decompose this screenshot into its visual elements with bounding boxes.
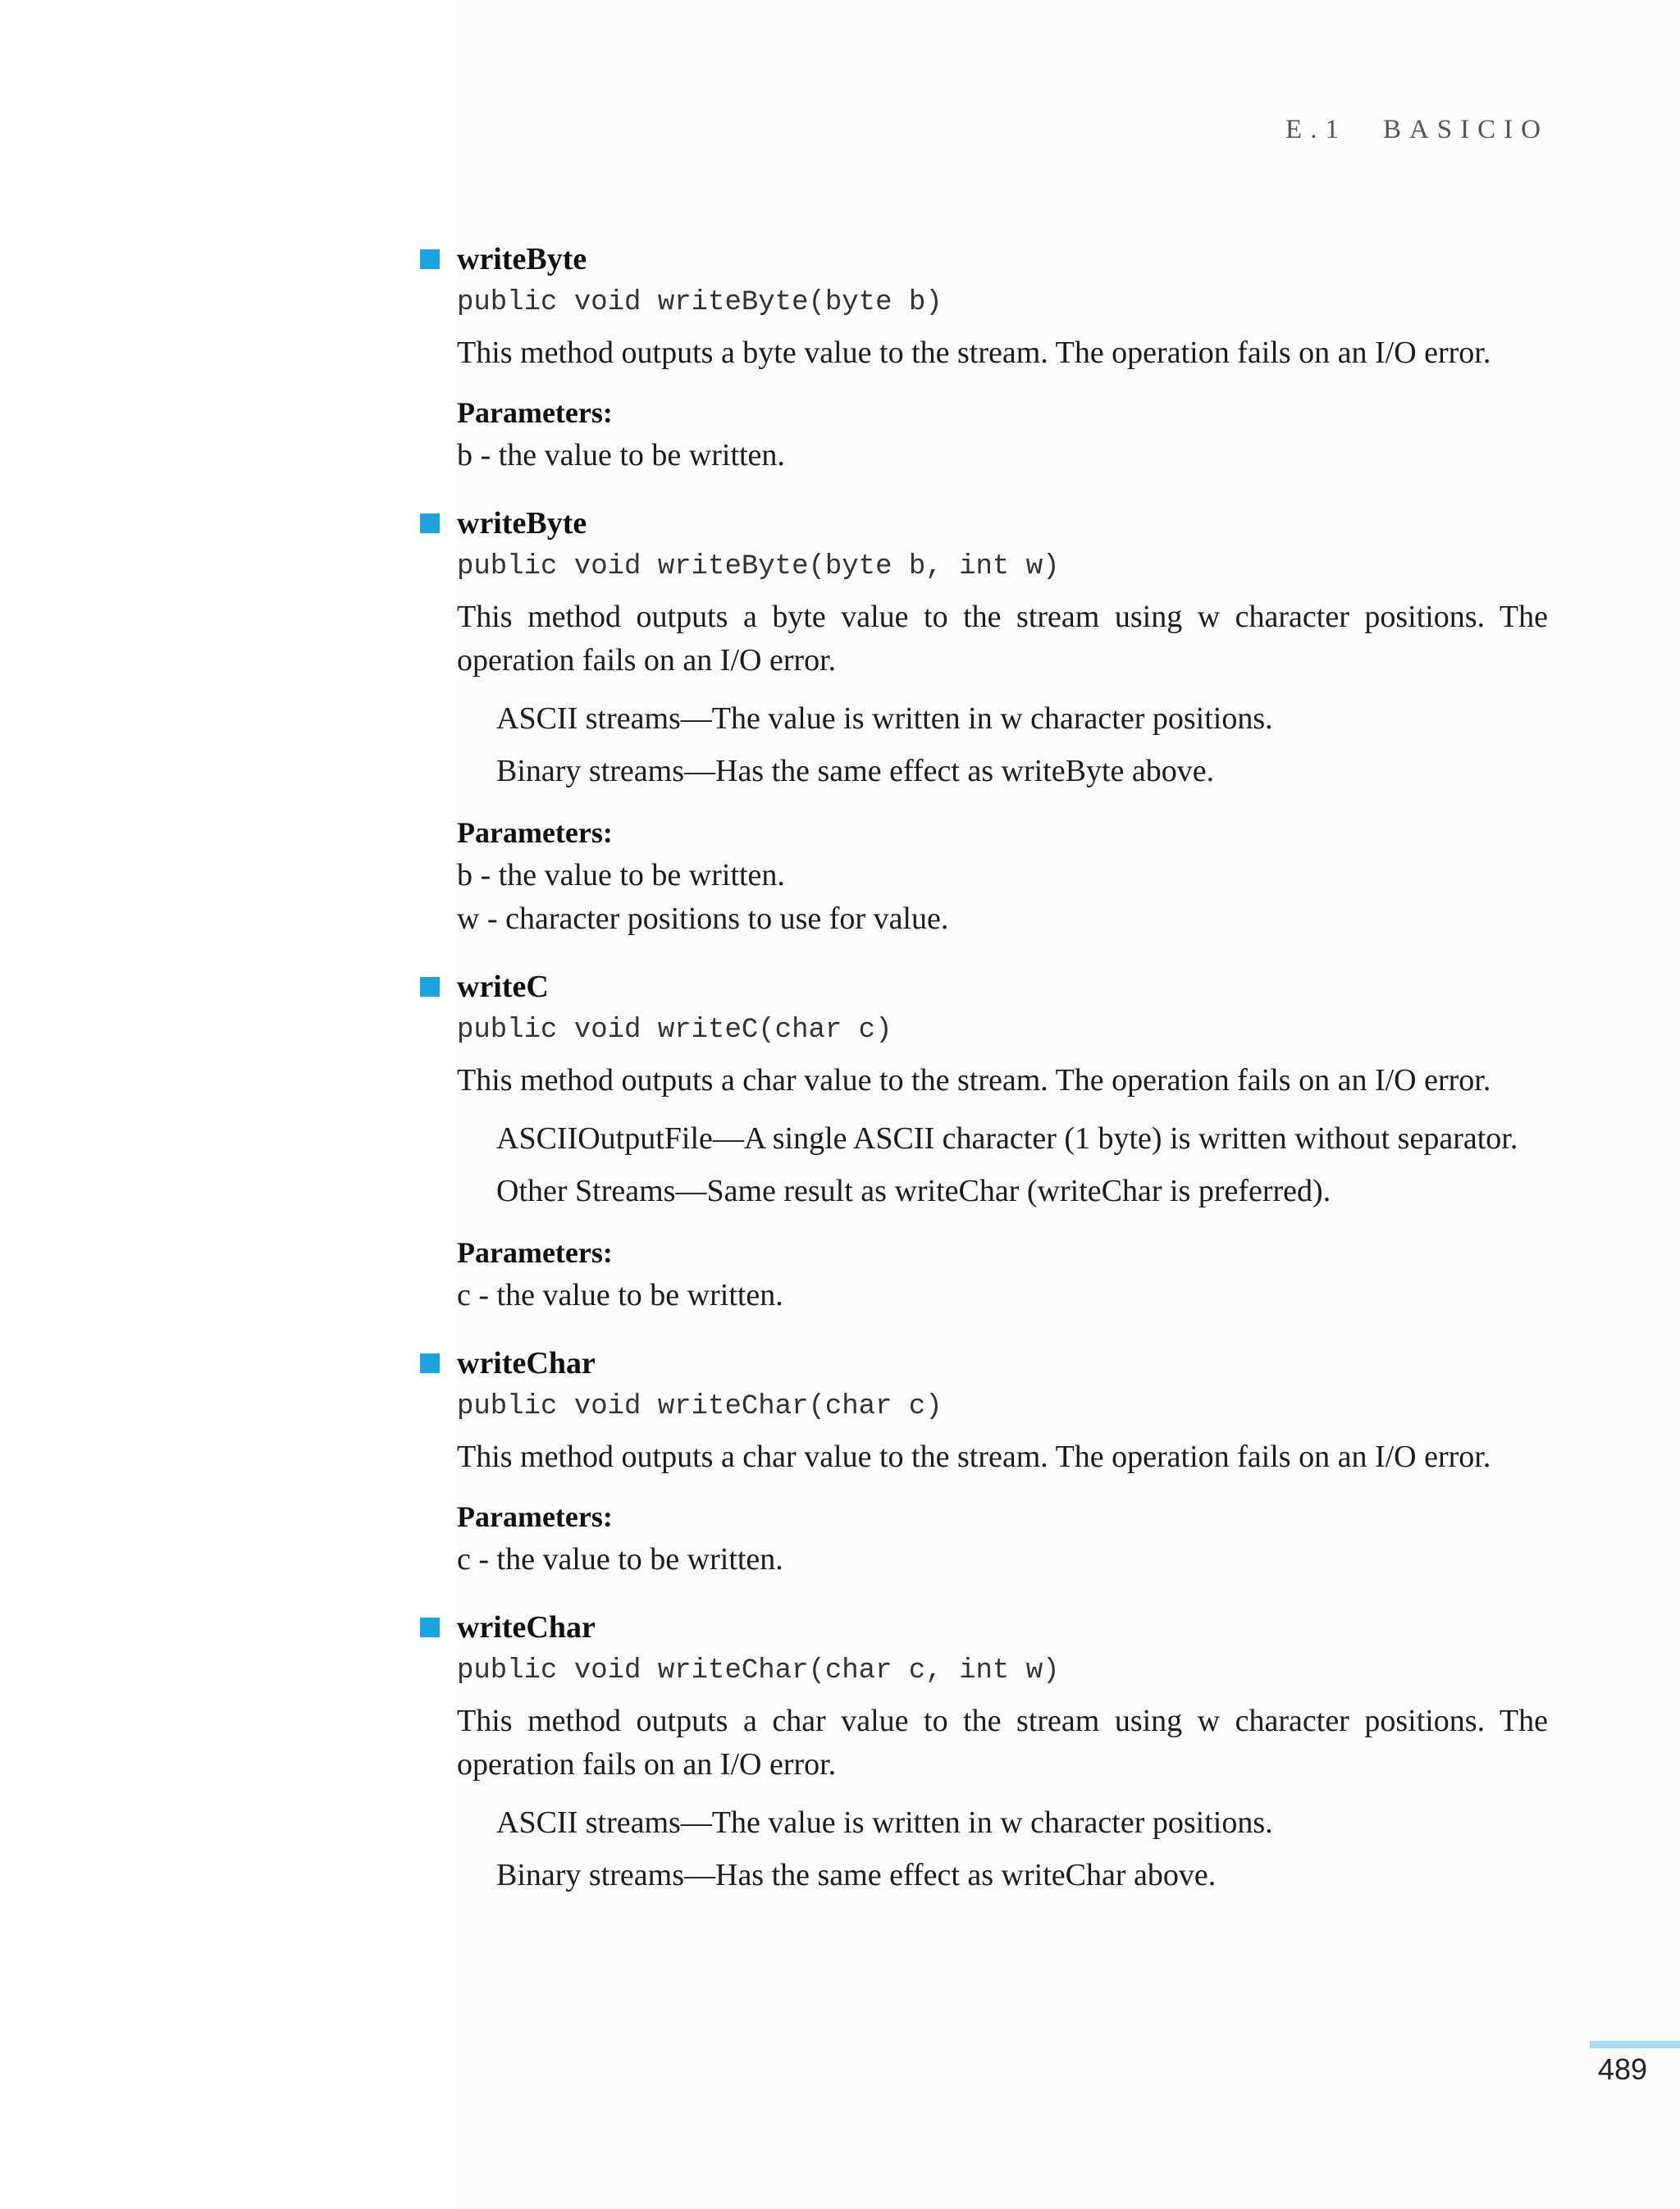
running-head	[1285, 115, 1549, 145]
parameters-label: Parameters:	[457, 816, 613, 849]
bullet-icon	[420, 513, 440, 533]
method-description: This method outputs a char value to the stream. The operation fails on an I/O error.	[457, 1440, 1491, 1474]
method-name: writeC	[457, 970, 549, 1004]
stream-notes	[496, 1117, 1563, 1213]
stream-notes	[496, 697, 1563, 793]
method-signature: public void writeByte(byte b, int w)	[457, 551, 1060, 582]
bullet-icon	[420, 249, 440, 269]
stream-note: Binary streams—Has the same effect as writeChar above.	[496, 1858, 1217, 1892]
stream-note: ASCIIOutputFile—A single ASCII character (1 byte) is written without separator.	[496, 1121, 1518, 1156]
method-name: writeChar	[457, 1610, 596, 1645]
method-name: writeByte	[457, 242, 587, 276]
folio-rule	[1590, 2041, 1680, 2048]
method-description: This method outputs a char value to the stream using w character positions. The operation fails on an I/O error.	[457, 1704, 1548, 1782]
stream-note: Other Streams—Same result as writeChar (writeChar is preferred).	[496, 1174, 1331, 1208]
method-header	[0, 502, 1680, 545]
parameter-item: b - the value to be written.	[457, 438, 785, 472]
parameter-item: b - the value to be written.	[457, 858, 785, 892]
stream-note: ASCII streams—The value is written in w character positions.	[496, 701, 1273, 736]
method-signature: public void writeChar(char c)	[457, 1391, 943, 1422]
parameters-label: Parameters:	[457, 1500, 613, 1533]
bullet-icon	[420, 1353, 440, 1373]
parameter-item: c - the value to be written.	[457, 1278, 783, 1312]
method-entry	[0, 965, 1680, 1317]
method-entry	[0, 1342, 1680, 1581]
method-header	[0, 1606, 1680, 1649]
method-description: This method outputs a byte value to the stream. The operation fails on an I/O error.	[457, 335, 1491, 370]
method-description: This method outputs a byte value to the stream using w character positions. The operation fails on an I/O error.	[457, 600, 1548, 678]
bullet-icon	[420, 977, 440, 997]
method-entry	[0, 502, 1680, 941]
method-description: This method outputs a char value to the stream. The operation fails on an I/O error.	[457, 1063, 1491, 1098]
parameters-label: Parameters:	[457, 396, 613, 429]
parameters-label: Parameters:	[457, 1236, 613, 1269]
section-title: BASICIO	[1382, 115, 1549, 144]
method-signature: public void writeChar(char c, int w)	[457, 1655, 1060, 1686]
method-entry	[0, 1606, 1680, 1897]
stream-note: Binary streams—Has the same effect as writeByte above.	[496, 754, 1215, 788]
parameter-item: w - character positions to use for value.	[457, 901, 949, 936]
method-list	[0, 238, 1680, 1922]
method-header	[0, 238, 1680, 281]
method-signature: public void writeC(char c)	[457, 1015, 892, 1046]
stream-notes	[496, 1801, 1563, 1897]
method-header	[0, 1342, 1680, 1385]
parameter-item: c - the value to be written.	[457, 1542, 783, 1577]
bullet-icon	[420, 1618, 440, 1637]
method-name: writeByte	[457, 506, 587, 541]
stream-note: ASCII streams—The value is written in w character positions.	[496, 1805, 1273, 1840]
method-entry	[0, 238, 1680, 477]
method-name: writeChar	[457, 1346, 596, 1381]
page-number: 489	[1597, 2052, 1647, 2086]
method-signature: public void writeByte(byte b)	[457, 287, 943, 318]
method-header	[0, 965, 1680, 1008]
section-number: E.1	[1285, 115, 1347, 144]
